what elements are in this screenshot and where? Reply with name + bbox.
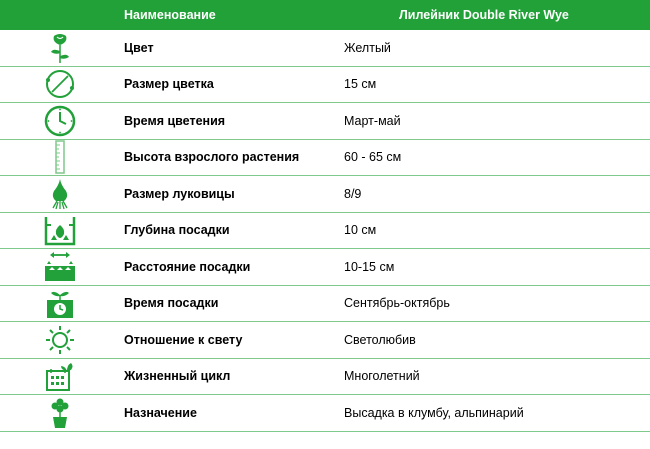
table-row [0,67,650,104]
table-row [0,213,650,250]
rose-icon [43,31,77,65]
row-name: Цвет [124,40,154,55]
clock-icon [43,104,77,138]
row-name: Жизненный цикл [124,369,231,384]
row-value: Сентябрь-октябрь [344,296,450,311]
table-row [0,176,650,213]
table-header [0,0,650,30]
sun-icon [43,323,77,357]
table-row [0,359,650,396]
planting-time-icon [43,286,77,320]
flower-size-icon [43,67,77,101]
row-name: Расстояние посадки [124,259,251,274]
table-row [0,322,650,359]
table-row [0,286,650,323]
row-name: Время посадки [124,296,219,311]
row-name: Размер цветка [124,77,214,92]
row-value: 15 см [344,77,377,92]
row-name: Назначение [124,405,197,420]
row-value: Светолюбив [344,332,416,347]
row-value: Высадка в клумбу, альпинарий [344,405,524,420]
row-name: Глубина посадки [124,223,230,238]
table-row [0,395,650,432]
life-cycle-icon [43,359,77,393]
row-value: Многолетний [344,369,420,384]
row-name: Размер луковицы [124,186,235,201]
table-row [0,103,650,140]
header-name: Наименование [124,8,216,22]
row-name: Отношение к свету [124,332,243,347]
potted-flower-icon [43,396,77,430]
planting-depth-icon [43,213,77,247]
row-value: 60 - 65 см [344,150,402,165]
bulb-icon [43,177,77,211]
ruler-icon [43,140,77,174]
table-row [0,249,650,286]
table-row [0,140,650,177]
table-row [0,30,650,67]
row-name: Высота взрослого растения [124,150,300,165]
row-value: Желтый [344,40,391,55]
row-name: Время цветения [124,113,226,128]
row-value: Март-май [344,113,401,128]
row-value: 8/9 [344,186,362,201]
row-value: 10-15 см [344,259,395,274]
planting-distance-icon [43,250,77,284]
row-value: 10 см [344,223,377,238]
header-value: Лилейник Double River Wye [399,8,569,22]
